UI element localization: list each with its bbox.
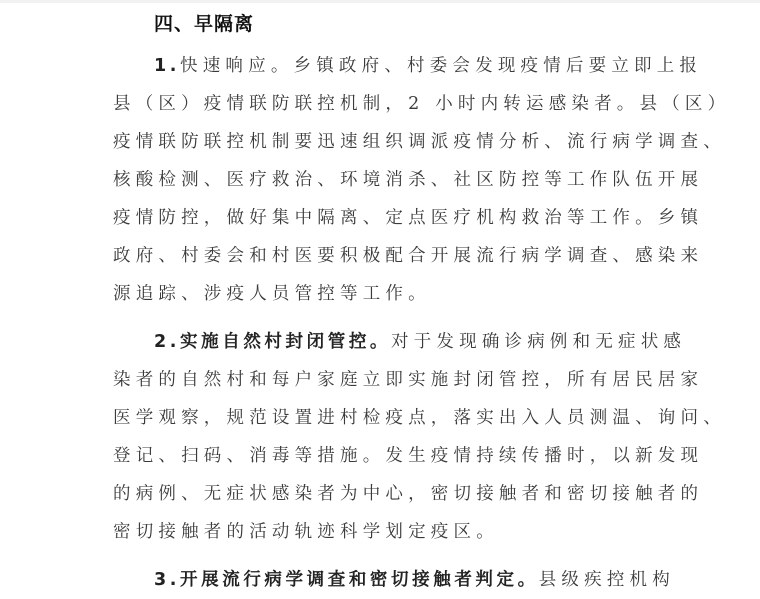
paragraph-1-number: 1.: [154, 56, 181, 76]
paragraph-2-line-3: 医学观察，规范设置进村检疫点，落实出入人员测温、询问、: [113, 408, 726, 428]
paragraph-2-line-1: [154, 331, 686, 353]
paragraph-2-text: 对于发现确诊病例和无症状感: [391, 332, 687, 352]
paragraph-3-text: 县级疾控机构: [538, 570, 675, 590]
paragraph-2-line-6: 密切接触者的活动轨迹科学划定疫区。: [113, 522, 499, 542]
paragraph-3-number: 3.: [154, 570, 181, 590]
paragraph-1-line-6: 政府、村委会和村医要积极配合开展流行病学调查、感染来: [113, 246, 704, 266]
paragraph-2-line-5: 的病例、无症状感染者为中心，密切接触者和密切接触者的: [113, 484, 704, 504]
paragraph-1-line-2: 县（区）疫情联防联控机制，2 小时内转运感染者。县（区）: [113, 94, 731, 114]
paragraph-1-lead: 快速响应。: [180, 56, 294, 76]
paragraph-1-line-5: 疫情防控，做好集中隔离、定点医疗机构救治等工作。乡镇: [113, 208, 704, 228]
paragraph-1-line-4: 核酸检测、医疗救治、环境消杀、社区防控等工作队伍开展: [113, 170, 704, 190]
paragraph-1-line-3: 疫情联防联控机制要迅速组织调派疫情分析、流行病学调查、: [113, 132, 726, 152]
paragraph-1-text: 乡镇政府、村委会发现疫情后要立即上报: [293, 56, 703, 76]
paragraph-2-line-4: 登记、扫码、消毒等措施。发生疫情持续传播时，以新发现: [113, 446, 704, 466]
section-heading: 四、早隔离: [154, 13, 255, 35]
paragraph-3-line-1: [154, 569, 675, 591]
paragraph-2-line-2: 染者的自然村和每户家庭立即实施封闭管控，所有居民居家: [113, 370, 704, 390]
paragraph-1-line-7: 源追踪、涉疫人员管控等工作。: [113, 284, 431, 304]
paragraph-3-lead: 开展流行病学调查和密切接触者判定。: [180, 570, 539, 590]
paragraph-2-number: 2.: [154, 332, 181, 352]
paragraph-2-lead: 实施自然村封闭管控。: [180, 332, 392, 352]
paragraph-1-line-1: [154, 55, 702, 77]
page-top-edge: [0, 0, 760, 3]
